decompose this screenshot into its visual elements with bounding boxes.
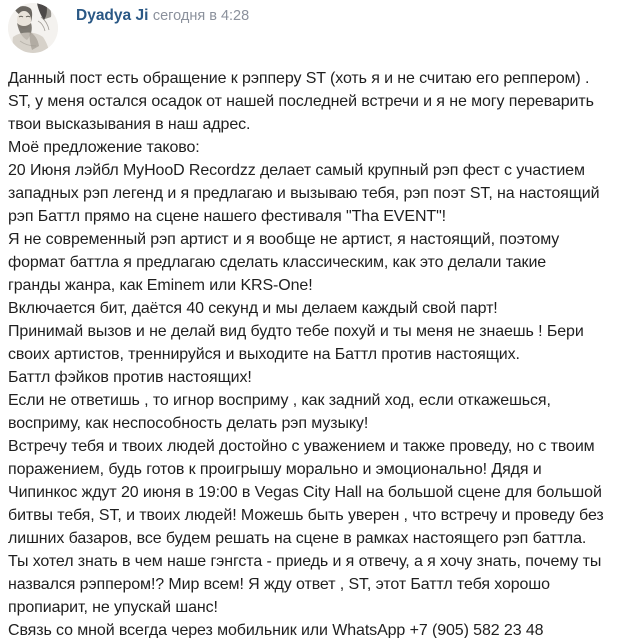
post-text-line: Ты хотел знать в чем наше гэнгста - приедь и я отвечу, а я хочу знать, почему ты — [8, 553, 602, 570]
post-text-line: своих артистов, треннируйся и выходите на Баттл против настоящих. — [8, 346, 520, 363]
post-header — [8, 3, 626, 55]
post-header-info — [8, 3, 626, 26]
post-text-line: поражением, будь готов к проигрышу морально и эмоционально! Дядя и — [8, 461, 542, 478]
post-text-line: гранды жанра, как Eminem или KRS-One! — [8, 277, 313, 294]
post-text-line: ST, у меня остался осадок от нашей последней встречи и я не могу переварить — [8, 93, 594, 110]
post-text-line: назвался рэппером!? Мир всем! Я жду ответ , ST, этот Баттл тебя хорошо — [8, 576, 550, 593]
post-text-line: пропиарит, не упускай шанс! — [8, 599, 218, 616]
sketch-portrait-avatar-icon — [8, 3, 58, 53]
post-text-line: лишних базаров, все будем решать на сцене в рамках настоящего рэп баттла. — [8, 530, 587, 547]
post-text — [8, 67, 626, 638]
post-text-line: Баттл фэйков против настоящих! — [8, 369, 252, 386]
post-timestamp[interactable]: сегодня в 4:28 — [152, 8, 250, 24]
post-text-line: Данный пост есть обращение к рэпперу ST (хоть я и не считаю его реппером) . — [8, 70, 590, 87]
post-text-line: рэп Баттл прямо на сцене нашего фестиваля "Tha EVENT"! — [8, 208, 446, 225]
avatar[interactable] — [8, 3, 58, 53]
post-text-line: восприму, как неспособность делать рэп музыку! — [8, 415, 369, 432]
post-text-line: западных рэп легенд и я предлагаю и вызываю тебя, рэп поэт ST, на настоящий — [8, 185, 600, 202]
post-text-line: Принимай вызов и не делай вид будто тебе похуй и ты меня не знаешь ! Бери — [8, 323, 584, 340]
post-text-line: Если не ответишь , то игнор восприму , как задний ход, если откажешься, — [8, 392, 551, 409]
post-text-line: Включается бит, даётся 40 секунд и мы делаем каждый свой парт! — [8, 300, 498, 317]
post-text-line: формат баттла я предлагаю сделать классическим, как это делали такие — [8, 254, 547, 271]
post-text-line: 20 Июня лэйбл MyHooD Recordzz делает самый крупный рэп фест с участием — [8, 162, 585, 179]
author-link[interactable]: Dyadya Ji — [76, 7, 149, 24]
post-text-line: битвы тебя, ST, и твоих людей! Можешь быть уверен , что встречу и проведу без — [8, 507, 604, 524]
post-text-line: Связь со мной всегда через мобильник или WhatsApp +7 (905) 582 23 48 — [8, 622, 544, 638]
post-text-line: твои высказывания в наш адрес. — [8, 116, 251, 133]
post-text-line: Чипинкос ждут 20 июня в 19:00 в Vegas City Hall на большой сцене для большой — [8, 484, 602, 501]
post-text-line: Я не современный рэп артист и я вообще не артист, я настоящий, поэтому — [8, 231, 560, 248]
post-text-line: Моё предложение таково: — [8, 139, 200, 156]
post-text-line: Встречу тебя и твоих людей достойно с уважением и также проведу, но с твоим — [8, 438, 595, 455]
